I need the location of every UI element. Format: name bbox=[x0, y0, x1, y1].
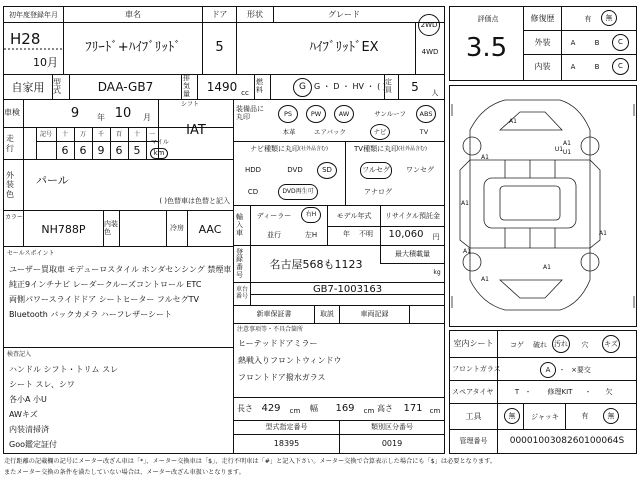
model-code: DAA-GB7 bbox=[97, 80, 154, 94]
grade-label: グレード bbox=[328, 10, 360, 19]
height-label: 高さ bbox=[377, 404, 393, 413]
new-warranty: 新車保証書 bbox=[256, 310, 292, 318]
length-unit: cm bbox=[289, 406, 301, 415]
nav-label-text: ナビ種類に丸印 bbox=[250, 144, 299, 153]
equipment-item: サンルーフ bbox=[374, 109, 406, 118]
diagram-label: A1 bbox=[481, 276, 489, 283]
spare-tire-dot: ・ bbox=[524, 387, 532, 396]
chassis: GB7-1003163 bbox=[312, 283, 383, 295]
mileage-unit-km: km bbox=[150, 148, 168, 159]
diagram-label: A1 bbox=[481, 154, 489, 161]
inspector-note-line: 内装清掃済 bbox=[9, 424, 49, 434]
jack-yes: 有 bbox=[581, 411, 589, 420]
recycle-unit: 円 bbox=[432, 232, 440, 241]
ext-grade-a: A bbox=[570, 38, 576, 47]
int-grade-a: A bbox=[570, 62, 576, 71]
width-label: 幅 bbox=[310, 404, 318, 413]
front-glass-a: A bbox=[540, 362, 556, 378]
door-label: ドア bbox=[211, 10, 228, 19]
diagram-label: U1 bbox=[562, 149, 572, 156]
mileage-digit: 6 bbox=[79, 144, 87, 157]
drive-2wd: 2WD bbox=[418, 14, 440, 36]
sales-point-line: ユーザー買取車 モデューロスタイル ホンダセンシング 禁煙車 bbox=[9, 264, 232, 274]
inspection-year-unit: 年 bbox=[97, 113, 105, 122]
spare-tire-missing: 欠 bbox=[605, 387, 613, 396]
capacity-unit: 人 bbox=[431, 88, 439, 97]
mileage-unit-mile: マイル bbox=[151, 139, 169, 146]
note-line: 熱戦入りフロントウィンドウ bbox=[238, 356, 342, 365]
seat-dirt: 汚れ bbox=[552, 335, 570, 353]
front-glass-label: フロントガラス bbox=[452, 364, 501, 373]
diagram-label: A1 bbox=[599, 230, 607, 237]
type-label: 型式 bbox=[53, 78, 61, 95]
import-label: 輸入車 bbox=[236, 213, 243, 237]
mileage-digit-head: 千 bbox=[97, 131, 104, 138]
inspector-note-line: ハンドル シフト・トリム スレ bbox=[9, 364, 119, 374]
equipment-item: TV bbox=[419, 127, 429, 136]
mileage-digit: 9 bbox=[97, 144, 105, 157]
cooler: AAC bbox=[198, 222, 222, 236]
front-glass-replace: ×要交 bbox=[571, 365, 591, 374]
recycle-label: リサイクル預託金 bbox=[384, 212, 441, 220]
interior-color-label: 内装色 bbox=[104, 220, 118, 236]
length-value: 429 bbox=[261, 403, 281, 414]
cooler-label: 冷房 bbox=[170, 224, 184, 233]
color-code-label: カラー bbox=[5, 214, 24, 221]
car-name-label: 車名 bbox=[125, 10, 141, 19]
nav-hdd: HDD bbox=[244, 165, 262, 174]
spare-tire-dot: ・ bbox=[584, 387, 592, 396]
spare-tire-kit: 修理KIT bbox=[547, 387, 573, 396]
seat-scratch: キズ bbox=[602, 335, 620, 353]
diagram-label: A1 bbox=[543, 264, 551, 271]
length-label: 長さ bbox=[237, 404, 253, 413]
inspector-note-line: Goo鑑定証付 bbox=[9, 439, 57, 449]
score: 3.5 bbox=[465, 33, 508, 63]
exterior-note: ( )色替車は色替と記入 bbox=[159, 196, 230, 205]
nav-dvd: DVD bbox=[287, 165, 303, 174]
approval-label: 型式指定番号 bbox=[265, 423, 308, 431]
chassis-label: 車台番号 bbox=[236, 286, 249, 300]
fuel-options: G ・ D ・ HV ・ ( ) bbox=[314, 82, 386, 91]
grade: ﾊｲﾌﾞﾘｯﾄﾞEX bbox=[309, 39, 379, 55]
plate: 名古屋568も1123 bbox=[269, 257, 363, 271]
diagram-label: A1 bbox=[461, 200, 469, 207]
front-glass-dot: ・ bbox=[558, 365, 566, 374]
seat-tear: 破れ bbox=[533, 340, 547, 349]
int-label: 内装 bbox=[534, 62, 551, 71]
model-year-unit: 年 bbox=[343, 229, 350, 238]
nav-dvd-play: DVD再生可 bbox=[278, 184, 318, 200]
seat-hole: 穴 bbox=[581, 340, 589, 349]
mileage-digit-head: 記号 bbox=[39, 131, 52, 138]
tv-note: (社外品含む) bbox=[398, 145, 427, 152]
diagram-label: A1 bbox=[463, 248, 471, 255]
equipment-item: ABS bbox=[416, 105, 436, 123]
exterior-label: 外装色 bbox=[6, 170, 14, 199]
nav-sd: SD bbox=[317, 162, 337, 179]
ext-grade-b: B bbox=[594, 38, 600, 47]
spare-tire-t: T bbox=[514, 387, 520, 396]
notes-label: 注意事項等・不具合箇所 bbox=[237, 325, 304, 333]
model-year-unknown: 不明 bbox=[359, 229, 373, 238]
doors: 5 bbox=[215, 39, 224, 55]
inspection-label: 車検 bbox=[4, 108, 20, 118]
handle-left: 左H bbox=[304, 230, 318, 239]
mileage-digit: 6 bbox=[61, 144, 69, 157]
handle-right: 右H bbox=[301, 207, 321, 223]
inspector-notes-label: 検査記入 bbox=[7, 350, 32, 358]
height-value: 171 bbox=[403, 403, 423, 414]
repair-label: 修復歴 bbox=[530, 14, 555, 23]
int-grade-c: C bbox=[612, 58, 629, 75]
tv-oneseg: ワンセグ bbox=[406, 165, 434, 174]
note-line: フロントドア撥水ガラス bbox=[238, 373, 326, 382]
tools-none: 無 bbox=[504, 408, 520, 424]
displacement: 1490 bbox=[206, 80, 238, 94]
width-unit: cm bbox=[363, 406, 375, 415]
jack-label: ジャッキ bbox=[531, 412, 559, 421]
equipment-item: 本革 bbox=[282, 127, 296, 136]
approval-value: 18395 bbox=[273, 439, 300, 448]
equipment-label: 装備品に丸印 bbox=[236, 105, 264, 121]
sales-point-line: 純正9インチナビ レーダークルーズコントロール ETC bbox=[9, 279, 202, 289]
diagram-label: A1 bbox=[509, 118, 517, 125]
width-value: 169 bbox=[335, 403, 355, 414]
spare-tire-label: スペアタイヤ bbox=[452, 387, 494, 396]
category-label: 類別区分番号 bbox=[371, 423, 413, 431]
mileage-digit-head: 万 bbox=[79, 131, 86, 138]
shape-label: 形状 bbox=[247, 10, 263, 19]
vehicle-history: 車両記録 bbox=[360, 310, 389, 318]
inspector-note-line: 各小A 小U bbox=[9, 394, 47, 404]
fuel-label: 燃料 bbox=[256, 78, 263, 94]
note-line: ヒーテッドドアミラー bbox=[238, 339, 318, 348]
tv-label bbox=[354, 144, 444, 154]
sales-points-label: セールスポイント bbox=[7, 249, 55, 257]
mileage-label: 走行 bbox=[6, 133, 14, 153]
int-grade-b: B bbox=[594, 62, 600, 71]
manual: 取説 bbox=[320, 310, 334, 318]
management-label: 管理番号 bbox=[459, 437, 488, 445]
equipment-item: PW bbox=[306, 105, 326, 123]
mileage-digit-head: 十 bbox=[61, 131, 68, 138]
footer-line2: またメーター交換の条件を満たしていない場合は、メーター改ざん車扱いとなります。 bbox=[4, 469, 245, 477]
inspection-month-unit: 月 bbox=[143, 113, 151, 122]
car-name: ﾌﾘｰﾄﾞ+ﾊｲﾌﾞﾘｯﾄﾞ bbox=[85, 39, 181, 55]
inspector-note-line: シート スレ、シワ bbox=[9, 379, 75, 389]
inspection-month: 10 bbox=[114, 105, 132, 121]
mileage-digit-head: 一 bbox=[148, 131, 155, 138]
import-dealer: ディーラー bbox=[256, 211, 292, 220]
sales-point-line: 両側パワースライドドア シートヒーター フルセグTV bbox=[9, 294, 199, 304]
shift: IAT bbox=[186, 122, 206, 138]
nav-note: (社外品含む) bbox=[299, 145, 328, 152]
tv-analog: アナログ bbox=[364, 187, 392, 196]
mileage-digit bbox=[36, 143, 56, 158]
ext-grade-c: C bbox=[612, 34, 629, 51]
nav-cd: CD bbox=[247, 187, 259, 196]
shift-label: シフト bbox=[180, 101, 199, 108]
height-unit: cm bbox=[429, 406, 441, 415]
model-year-label: モデル年式 bbox=[336, 212, 372, 220]
capacity: 5 bbox=[411, 80, 419, 94]
score-label: 評価点 bbox=[477, 14, 499, 23]
jack-none: 無 bbox=[603, 408, 619, 424]
plate-label: 登録番号 bbox=[236, 247, 243, 279]
drive-4wd: 4WD bbox=[421, 47, 439, 56]
seat-burn: コゲ bbox=[510, 340, 524, 349]
mileage-digit-head: 十 bbox=[133, 131, 140, 138]
fuel-selected: G bbox=[293, 78, 312, 97]
diagram-label: A1 bbox=[563, 140, 571, 147]
mileage-digit-head: 百 bbox=[115, 131, 122, 138]
footer-line1: 走行距離の記載欄の記号にメーター改ざん車は「*」、メーター交換車は「$」、走行不明車は「#」と記入下さい。メーター交換で合算表示した場合にも「$」は必要となります。 bbox=[4, 458, 497, 466]
category-value: 0019 bbox=[381, 439, 403, 448]
tv-fullseg: フルセグ bbox=[360, 162, 392, 179]
repair-no: 無 bbox=[601, 10, 617, 26]
reg-month: 10月 bbox=[33, 55, 58, 69]
exterior-color: パール bbox=[36, 173, 69, 187]
equipment-item: ナビ bbox=[370, 124, 390, 140]
displacement-label: 排気量 bbox=[183, 74, 190, 98]
equipment-item: エアバック bbox=[314, 127, 346, 136]
nav-label bbox=[250, 144, 345, 154]
equipment-item: PS bbox=[278, 105, 298, 123]
inspector-note-line: AWキズ bbox=[9, 409, 38, 419]
equipment-item: AW bbox=[334, 105, 354, 123]
tv-label-text: TV種類に丸印 bbox=[354, 144, 399, 153]
management-number: 0000100308260100064S bbox=[509, 436, 625, 446]
mileage-digit: 6 bbox=[115, 144, 123, 157]
repair-yes: 有 bbox=[584, 14, 592, 23]
payload-label: 最大積載量 bbox=[395, 249, 430, 258]
color-code: NH788P bbox=[41, 222, 86, 236]
usage: 自家用 bbox=[11, 80, 45, 94]
capacity-label: 定員 bbox=[385, 78, 392, 94]
sales-point-line: Bluetooth バックカメラ ハーフレザーシート bbox=[9, 309, 173, 319]
inspection-year: 9 bbox=[70, 105, 80, 121]
payload-unit: kg bbox=[433, 269, 441, 276]
interior-seat-label: 室内シート bbox=[453, 339, 494, 349]
diagram-label: U1 bbox=[554, 146, 564, 153]
cc-unit: cc bbox=[241, 88, 249, 97]
reg-year: H28 bbox=[10, 29, 41, 48]
ext-label: 外装 bbox=[534, 38, 551, 47]
mileage-digit: 5 bbox=[133, 144, 141, 157]
first-reg-label: 初年度登録年月 bbox=[9, 10, 58, 19]
recycle-value: 10,060 bbox=[388, 229, 424, 240]
tools-label: 工具 bbox=[465, 412, 482, 421]
import-parallel: 並行 bbox=[267, 230, 281, 239]
